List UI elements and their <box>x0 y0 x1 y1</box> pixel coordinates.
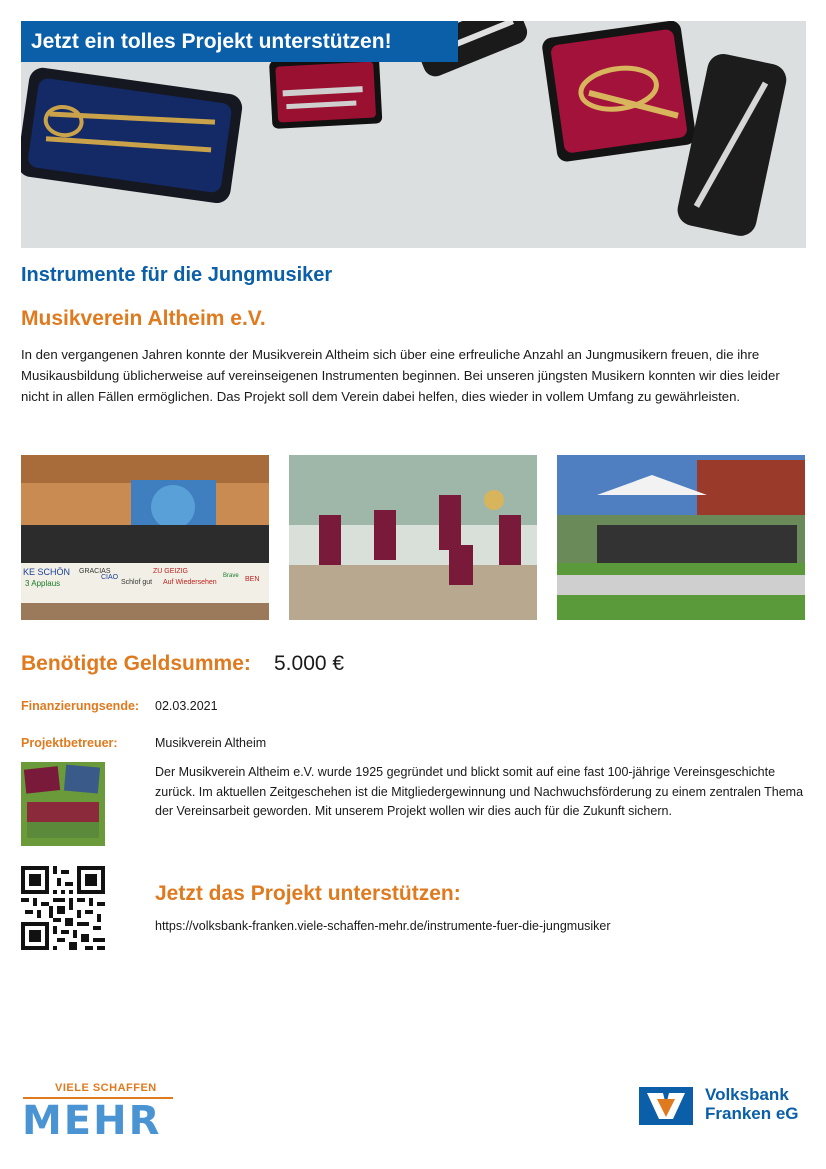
banner-text-4: ZU GEIZIG <box>153 568 188 575</box>
project-title: Instrumente für die Jungmusiker <box>21 264 333 286</box>
funding-end-label: Finanzierungsende: <box>21 699 140 713</box>
banner-text-5: Schlof gut <box>121 579 153 586</box>
funding-end-value: 02.03.2021 <box>155 699 218 713</box>
club-collage-thumbnail <box>21 762 105 846</box>
photo-youth-band <box>289 455 537 620</box>
banner-text-1: KE SCHÖN <box>23 567 71 577</box>
banner-text-7: Brave <box>223 573 239 579</box>
funding-goal-label: Benötigte Geldsumme: <box>21 652 251 675</box>
organization-title: Musikverein Altheim e.V. <box>21 307 266 330</box>
project-intro: In den vergangenen Jahren konnte der Musikverein Altheim sich über eine erfreuliche Anzahl an Jungmusikern freuen, die ihre Musikausbildung üblicherweise auf vereinseigenen Instrumenten beginnen. Bei unseren jüngsten Musikern konnten wir dies leider nicht in allen Fällen ermöglichen. Das Projekt soll dem Verein dabei helfen, dies wieder in vollem Umfang zu gewährleisten. <box>21 347 780 404</box>
photo-concert-hall <box>21 455 269 620</box>
banner-text-2: 3 Applaus <box>25 579 61 588</box>
volksbank-logo-icon <box>639 1087 693 1125</box>
banner-text-3: GRACIAS <box>79 568 111 575</box>
banner-text-8: BEN <box>245 576 260 583</box>
photo-outdoor-concert <box>557 455 805 620</box>
volksbank-name <box>705 1085 799 1123</box>
banner-text-6: Auf Wiedersehen <box>163 579 217 586</box>
supervisor-value: Musikverein Altheim <box>155 736 267 750</box>
supervisor-label: Projektbetreuer: <box>21 736 118 750</box>
banner-text-9: CIAO <box>101 574 119 581</box>
club-description: Der Musikverein Altheim e.V. wurde 1925 gegründet und blickt somit auf eine fast 100-jährige Vereinsgeschichte zurück. Im aktuellen Zeitgeschehen ist die Mitgliedergewinnung und Nachwuchsförderung zu einem zentralen Thema der Vereinsarbeit geworden. Mit unserem Projekt wollen wir dies auch für die Zukunft sichern. <box>155 765 804 818</box>
funding-goal-value: 5.000 € <box>274 652 345 675</box>
viele-schaffen-mehr-logo: MEHR <box>22 1098 162 1144</box>
hero-banner: Jetzt ein tolles Projekt unterstützen! <box>21 21 458 62</box>
support-title: Jetzt das Projekt unterstützen: <box>155 882 461 905</box>
qr-code[interactable] <box>21 866 105 950</box>
volksbank-name-line2: Franken eG <box>705 1104 799 1123</box>
volksbank-name-line1: Volksbank <box>705 1085 789 1104</box>
support-link[interactable]: https://volksbank-franken.viele-schaffen-mehr.de/instrumente-fuer-die-jungmusiker <box>155 919 611 933</box>
viele-schaffen-label: VIELE SCHAFFEN <box>55 1082 157 1094</box>
